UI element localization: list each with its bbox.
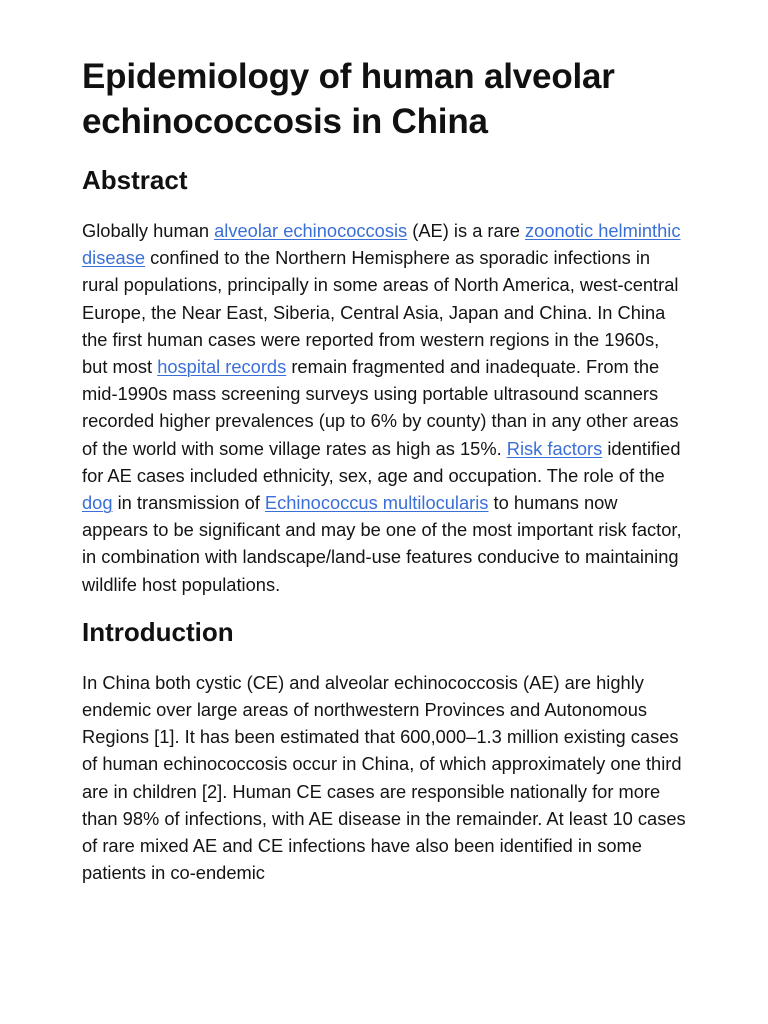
abstract-text: identified for AE cases included ethnicity, sex, age and occupation. The role of the xyxy=(82,437,681,486)
abstract-text: remain fragmented and inadequate. From the mid-1990s mass screening surveys using portable ultrasound scanners recorded higher prevalences (up to 6% by county) than in any other areas of the world with some village rates as high as 15%. xyxy=(82,356,679,459)
abstract-text: Globally human xyxy=(82,220,215,241)
introduction-heading: Introduction xyxy=(82,616,234,647)
link-dog[interactable]: dog xyxy=(82,492,113,514)
abstract-paragraph xyxy=(82,217,686,598)
abstract-text: to humans now appears to be significant and may be one of the most important risk factor, in combination with landscape/land-use features conducive to maintaining wildlife host populations. xyxy=(82,492,682,595)
abstract-heading: Abstract xyxy=(82,165,188,195)
abstract-text: confined to the Northern Hemisphere as sporadic infections in rural populations, principally in some areas of North America, west-central Europe, the Near East, Siberia, Central Asia, Japan and China. In China the first human cases were reported from western regions in the 1960s, but most xyxy=(82,247,679,378)
link-zoonotic-helminthic-disease[interactable]: zoonotic helminthic disease xyxy=(82,220,681,269)
abstract-text: in transmission of xyxy=(112,492,265,514)
link-hospital-records[interactable]: hospital records xyxy=(157,356,287,378)
link-alveolar-echinococcosis[interactable]: alveolar echinococcosis xyxy=(214,220,408,241)
link-risk-factors[interactable]: Risk factors xyxy=(506,437,603,459)
abstract-text: (AE) is a rare xyxy=(407,220,526,241)
introduction-paragraph: In China both cystic (CE) and alveolar echinococcosis (AE) are highly endemic over large areas of northwestern Provinces and Autonomous Regions [1]. It has been estimated that 600,000–1.3 million existing cases of human echinococcosis occur in China, of which approximately one third are in children [2]. Human CE cases are responsible nationally for more than 98% of infections, with AE disease in the remainder. At least 10 cases of rare mixed AE and CE infections have also been identified in some patients in co-endemic xyxy=(82,671,686,884)
link-echinococcus-multilocularis[interactable]: Echinococcus multilocularis xyxy=(264,492,489,514)
article-title: Epidemiology of human alveolar echinococcosis in China xyxy=(82,57,615,141)
